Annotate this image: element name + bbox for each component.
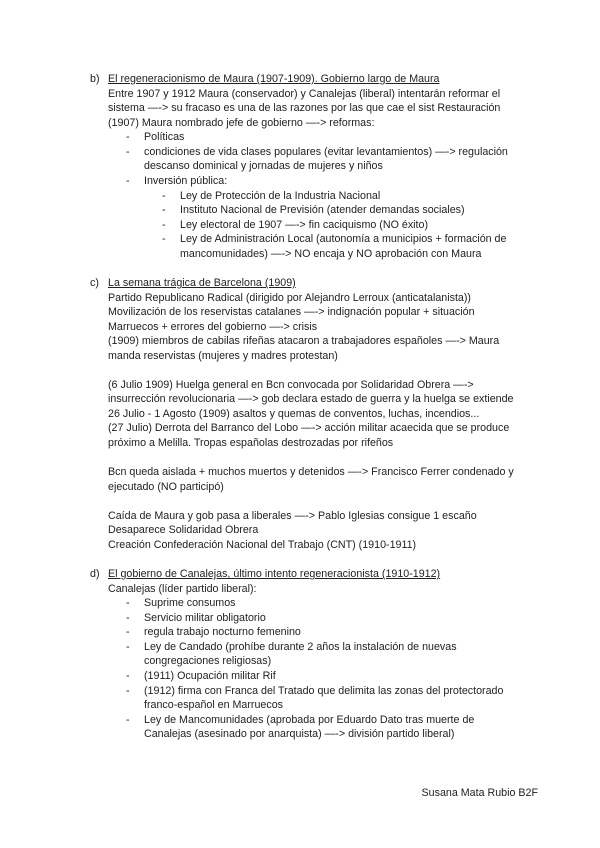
bullet-dash: - [126, 714, 130, 726]
paragraph-line: Desaparece Solidaridad Obrera [108, 524, 259, 536]
sub-list-item: Ley de Administración Local (autonomía a municipios + formación de [180, 233, 507, 245]
paragraph-line: Marruecos + errores del gobierno —-> crisis [108, 321, 318, 333]
section-b-label: b) [90, 73, 100, 85]
list-item-continuation: descanso dominical y jornadas de mujeres y niños [144, 160, 383, 172]
list-item: (1912) firma con Franca del Tratado que delimita las zonas del protectorado [144, 685, 504, 697]
bullet-dash: - [126, 131, 130, 143]
section-d-label: d) [90, 568, 100, 580]
paragraph-line: (27 Julio) Derrota del Barranco del Lobo —-> acción militar acaecida que se produce [108, 422, 510, 434]
list-item: (1911) Ocupación militar Rif [144, 670, 276, 682]
section-b-title: El regeneracionismo de Maura (1907-1909). Gobierno largo de Maura [108, 73, 440, 85]
list-item-continuation: congregaciones religiosas) [144, 655, 272, 667]
bullet-dash: - [126, 146, 130, 158]
paragraph-line: Creación Confederación Nacional del Trabajo (CNT) (1910-1911) [108, 539, 417, 551]
list-item: condiciones de vida clases populares (evitar levantamientos) —-> regulación [144, 146, 508, 158]
list-item: regula trabajo nocturno femenino [144, 626, 301, 638]
paragraph-line: Canalejas (líder partido liberal): [108, 583, 257, 595]
bullet-dash: - [162, 204, 166, 216]
section-c-title: La semana trágica de Barcelona (1909) [108, 277, 296, 289]
paragraph-line: manda reservistas (mujeres y madres protestan) [108, 350, 338, 362]
list-item: Inversión pública: [144, 175, 228, 187]
paragraph-line: Caída de Maura y gob pasa a liberales —-> Pablo Iglesias consigue 1 escaño [108, 510, 477, 522]
sub-list-item: Ley electoral de 1907 —-> fin caciquismo (NO éxito) [180, 219, 429, 231]
list-item-continuation: franco-español en Marruecos [144, 699, 284, 711]
paragraph-line: ejecutado (NO participó) [108, 481, 224, 493]
paragraph-line: próximo a Melilla. Tropas españolas destrozadas por rifeños [108, 437, 394, 449]
author-footer: Susana Mata Rubio B2F [421, 787, 538, 799]
list-item: Suprime consumos [144, 597, 236, 609]
bullet-dash: - [126, 626, 130, 638]
bullet-dash: - [126, 597, 130, 609]
bullet-dash: - [126, 612, 130, 624]
list-item-continuation: Canalejas (asesinado por anarquista) —-> división partido liberal) [144, 728, 455, 740]
sub-list-item: Ley de Protección de la Industria Nacional [180, 190, 381, 202]
paragraph-line: insurrección revolucionaria —-> gob declara estado de guerra y la huelga se extiende [108, 393, 514, 405]
section-d-title: El gobierno de Canalejas, último intento regeneracionista (1910-1912) [108, 568, 441, 580]
bullet-dash: - [126, 641, 130, 653]
paragraph-line: Movilización de los reservistas catalanes —-> indignación popular + situación [108, 306, 475, 318]
sub-list-item-continuation: mancomunidades) —-> NO encaja y NO aprobación con Maura [180, 248, 482, 260]
section-c-label: c) [90, 277, 99, 289]
paragraph-line: (1907) Maura nombrado jefe de gobierno —-> reformas: [108, 117, 375, 129]
list-item: Servicio militar obligatorio [144, 612, 266, 624]
paragraph-line: (6 Julio 1909) Huelga general en Bcn convocada por Solidaridad Obrera —-> [108, 379, 474, 391]
bullet-dash: - [126, 175, 130, 187]
bullet-dash: - [162, 233, 166, 245]
list-item: Ley de Candado (prohíbe durante 2 años la instalación de nuevas [144, 641, 457, 653]
paragraph-line: Entre 1907 y 1912 Maura (conservador) y Canalejas (liberal) intentarán reformar el [108, 88, 501, 100]
paragraph-line: Bcn queda aislada + muchos muertos y detenidos —-> Francisco Ferrer condenado y [108, 466, 514, 478]
bullet-dash: - [162, 219, 166, 231]
paragraph-line: 26 Julio - 1 Agosto (1909) asaltos y quemas de conventos, luchas, incendios... [108, 408, 480, 420]
sub-list-item: Instituto Nacional de Previsión (atender demandas sociales) [180, 204, 465, 216]
bullet-dash: - [126, 685, 130, 697]
list-item: Políticas [144, 131, 185, 143]
bullet-dash: - [162, 190, 166, 202]
bullet-dash: - [126, 670, 130, 682]
paragraph-line: sistema —-> su fracaso es una de las razones por las que cae el sist Restauración [108, 102, 501, 114]
list-item: Ley de Mancomunidades (aprobada por Eduardo Dato tras muerte de [144, 714, 475, 726]
paragraph-line: Partido Republicano Radical (dirigido por Alejandro Lerroux (anticatalanista)) [108, 292, 471, 304]
paragraph-line: (1909) miembros de cabilas rifeñas atacaron a trabajadores españoles —-> Maura [108, 335, 500, 347]
